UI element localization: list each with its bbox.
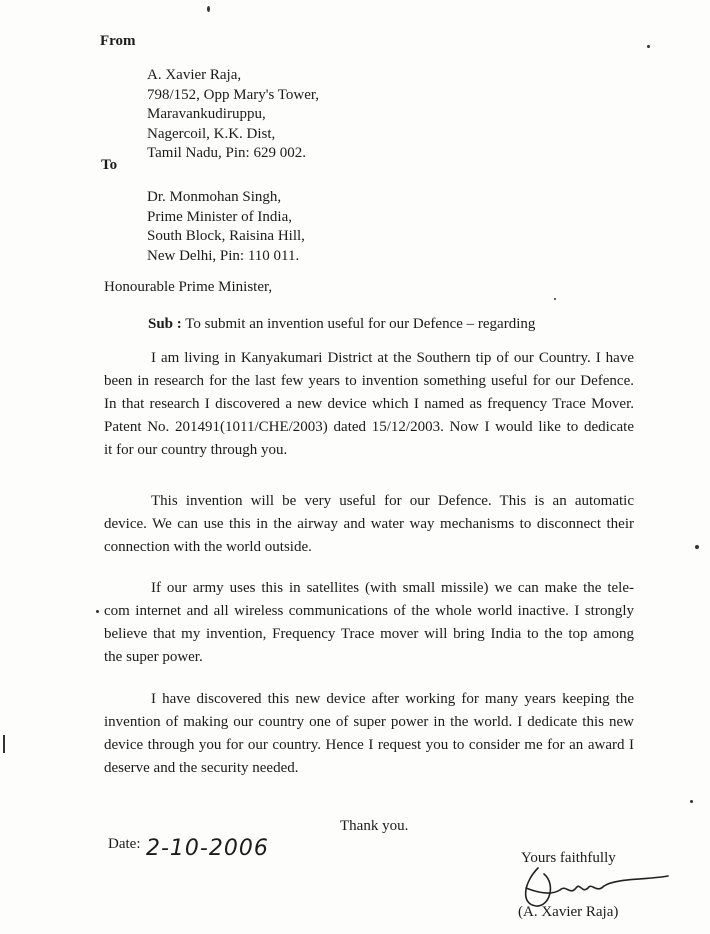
paragraph-line: Patent No. 201491(1011/CHE/2003) dated 15/12/2003. Now I would like to dedicate bbox=[104, 419, 634, 435]
subject-line bbox=[148, 316, 535, 333]
from-label: From bbox=[100, 33, 136, 49]
paragraph-line: the super power. bbox=[104, 649, 203, 665]
paragraph-line: I have discovered this new device after working for many years keeping the bbox=[151, 691, 634, 707]
paragraph-1 bbox=[104, 347, 634, 462]
sender-line: Tamil Nadu, Pin: 629 002. bbox=[147, 145, 306, 161]
paragraph-3 bbox=[104, 577, 634, 669]
recipient-line: New Delhi, Pin: 110 011. bbox=[147, 247, 300, 264]
sender-address bbox=[147, 66, 319, 164]
paragraph-line: This invention will be very useful for our Defence. This is an automatic bbox=[151, 493, 634, 509]
paragraph-line: connection with the world outside. bbox=[104, 539, 312, 555]
paragraph-line: In that research I discovered a new device which I named as frequency Trace Mover. bbox=[104, 396, 634, 412]
sender-line: Nagercoil, K.K. Dist, bbox=[147, 125, 276, 142]
thanks-line: Thank you. bbox=[340, 818, 409, 834]
to-label: To bbox=[101, 157, 118, 173]
paragraph-line: invention of making our country one of super power in the world. I dedicate this new bbox=[104, 714, 634, 730]
paragraph-line: If our army uses this in satellites (with small missile) we can make the tele- bbox=[151, 580, 634, 596]
scan-speck bbox=[647, 45, 650, 48]
paragraph-line: been in research for the last few years to invention something useful for our Defence. bbox=[104, 373, 634, 389]
scan-speck bbox=[96, 610, 99, 613]
paragraph-line: I am living in Kanyakumari District at the Southern tip of our Country. I have bbox=[151, 350, 634, 366]
sender-line: Maravankudiruppu, bbox=[147, 106, 266, 122]
scan-speck bbox=[207, 6, 210, 12]
paragraph-line: it for our country through you. bbox=[104, 442, 288, 458]
sender-line: 798/152, Opp Mary's Tower, bbox=[147, 86, 320, 103]
paragraph-line: believe that my invention, Frequency Trace mover will bring India to the top among bbox=[104, 626, 634, 642]
recipient-line: Prime Minister of India, bbox=[147, 208, 292, 225]
date-label: Date: bbox=[108, 836, 141, 852]
recipient-address bbox=[147, 188, 305, 266]
subject-text: To submit an invention useful for our Defence – regarding bbox=[185, 316, 536, 332]
sender-line: A. Xavier Raja, bbox=[147, 67, 242, 83]
scan-speck bbox=[690, 800, 693, 803]
paragraph-line: device. We can use this in the airway and water way mechanisms to disconnect their bbox=[104, 516, 634, 532]
scan-speck bbox=[695, 545, 699, 549]
salutation: Honourable Prime Minister, bbox=[104, 279, 273, 295]
subject-label: Sub : bbox=[148, 316, 182, 332]
paragraph-2 bbox=[104, 490, 634, 559]
paragraph-line: com internet and all wireless communications of the whole world inactive. I strongly bbox=[104, 603, 634, 619]
paragraph-4 bbox=[104, 688, 634, 780]
recipient-line: South Block, Raisina Hill, bbox=[147, 228, 305, 244]
signatory-name: (A. Xavier Raja) bbox=[518, 904, 619, 920]
scan-speck bbox=[3, 735, 5, 753]
scan-speck bbox=[554, 298, 556, 300]
paragraph-line: deserve and the security needed. bbox=[104, 760, 299, 776]
paragraph-line: device through you for our country. Hence I request you to consider me for an award I bbox=[104, 737, 634, 753]
handwritten-date: 2-10-2006 bbox=[146, 836, 269, 861]
closing-line: Yours faithfully bbox=[521, 850, 616, 866]
recipient-line: Dr. Monmohan Singh, bbox=[147, 189, 282, 205]
